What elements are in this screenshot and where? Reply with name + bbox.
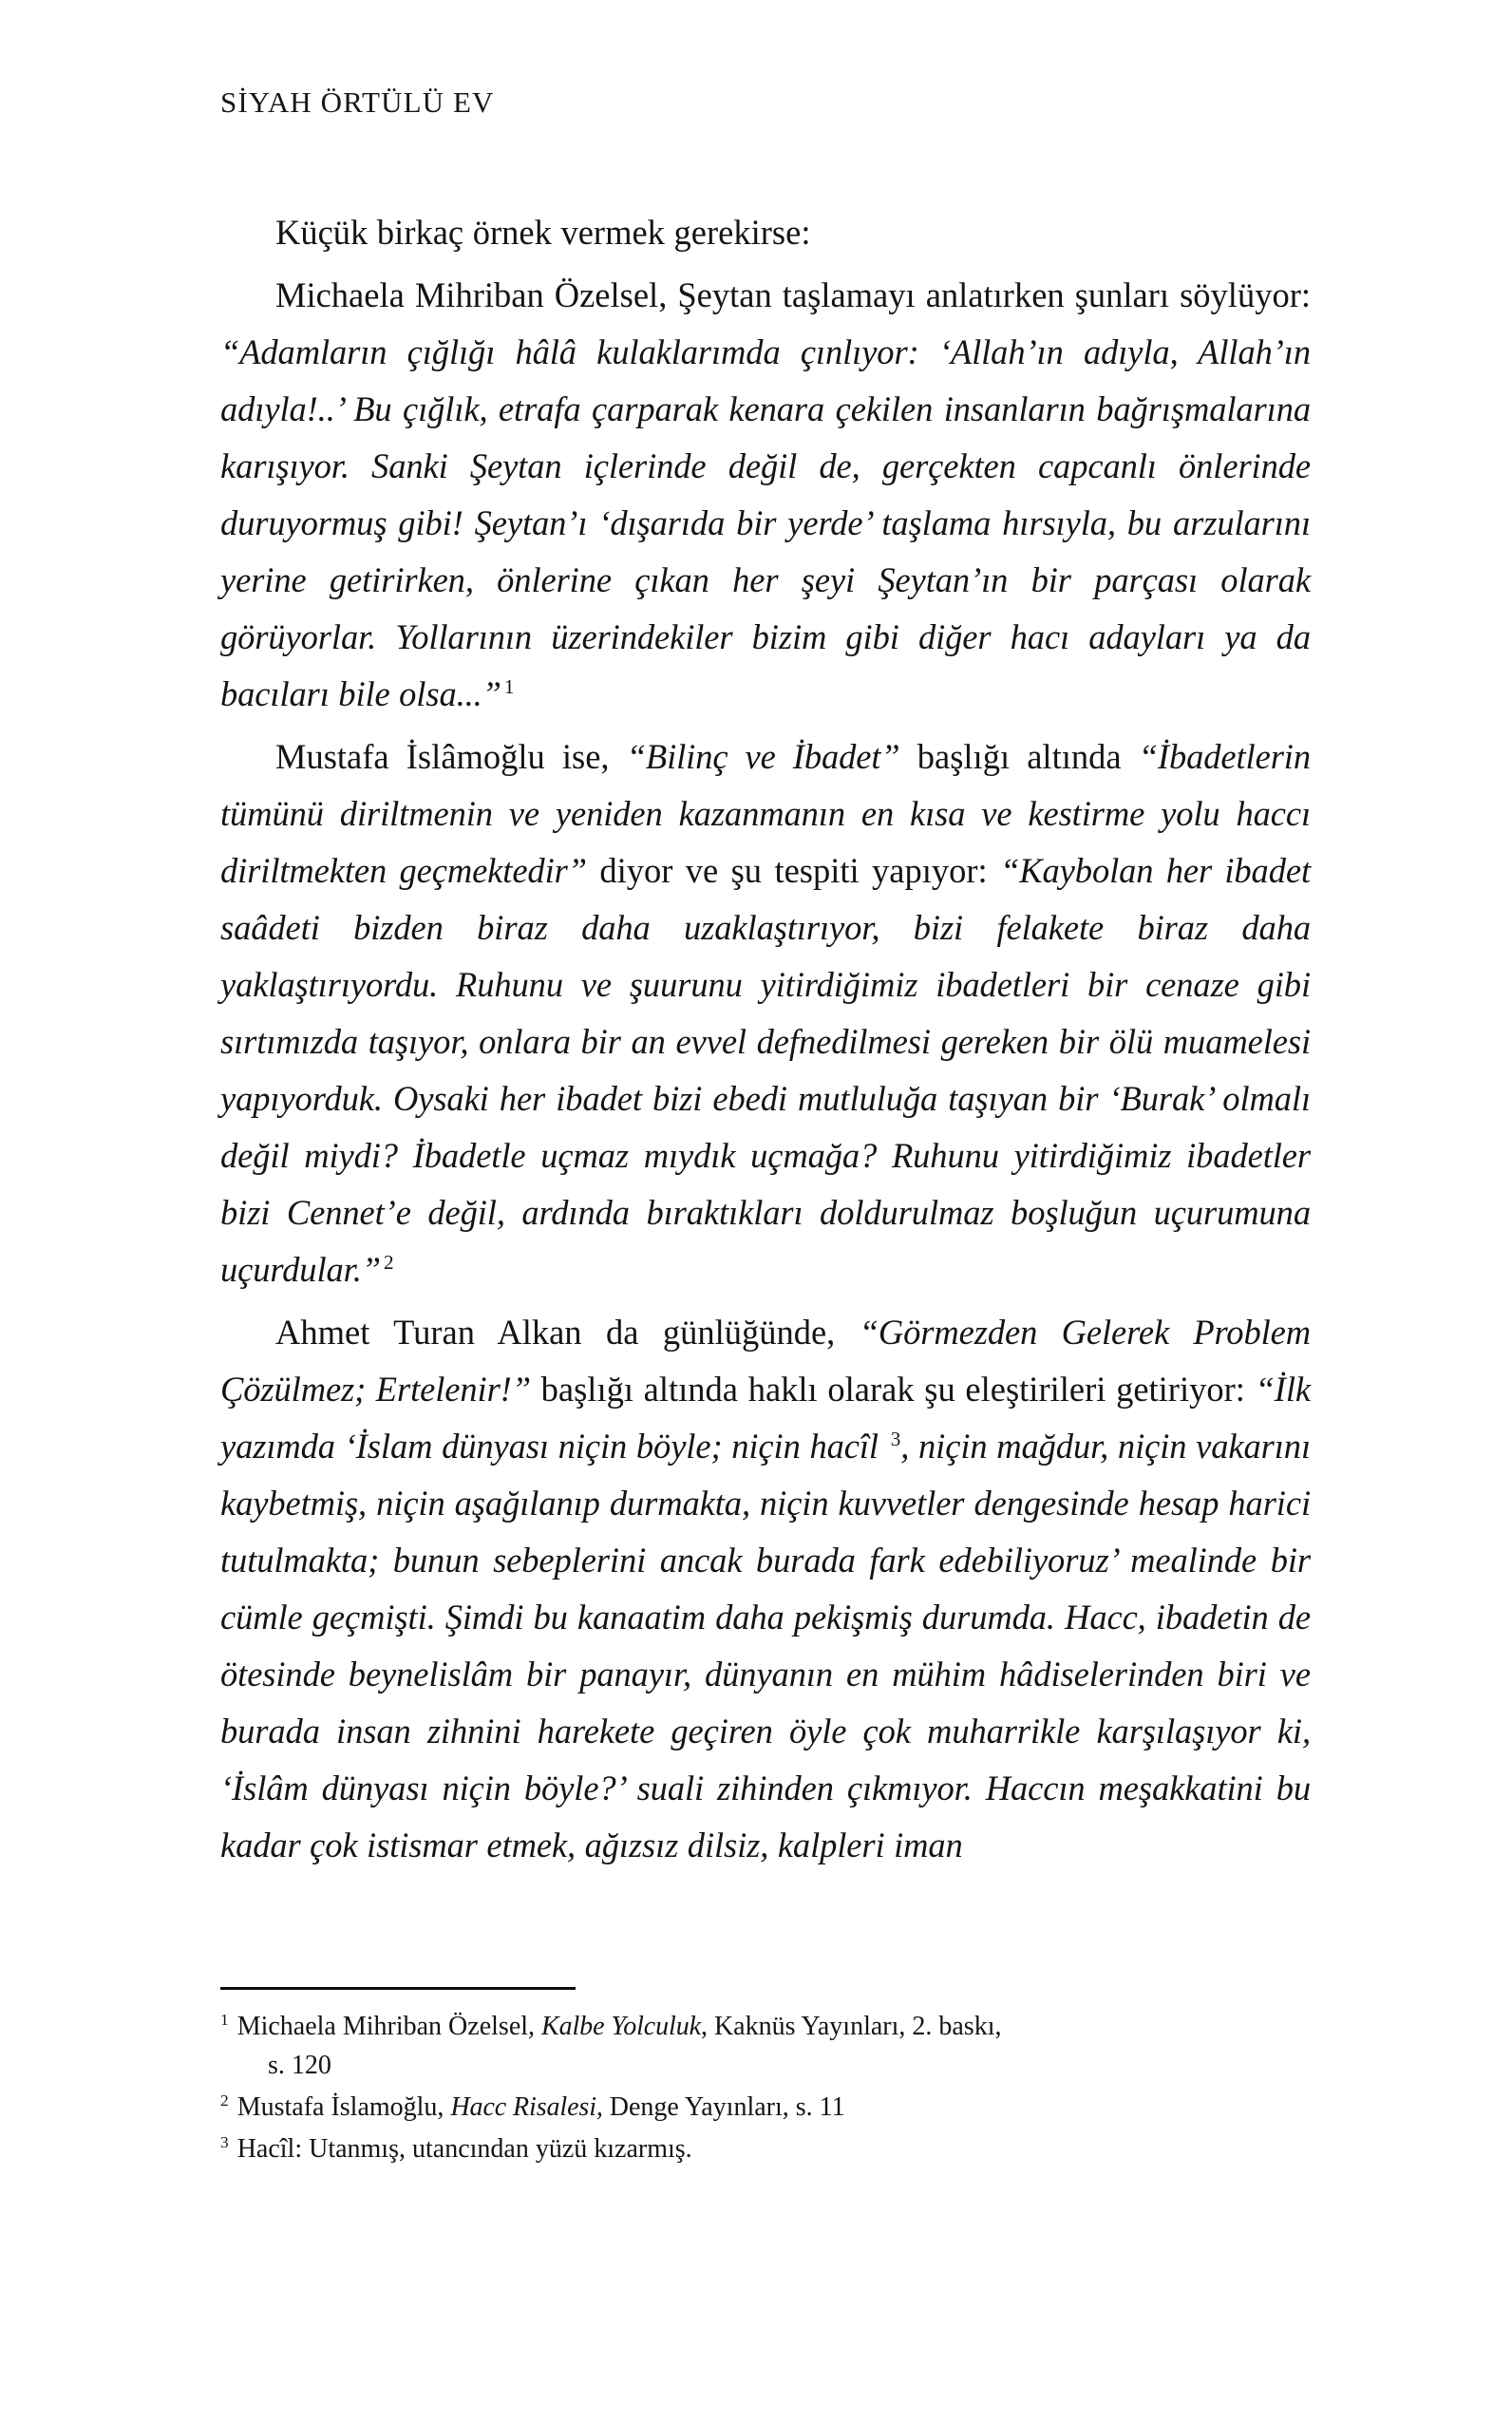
footnote-ref-3[interactable]: 3 — [890, 1427, 901, 1450]
footnote-1-text-after: , Kaknüs Yayınları, 2. baskı, — [700, 2012, 1002, 2041]
alkan-quote-part-b: , niçin mağdur, niçin vakarını kaybetmiş, niçin aşağılanıp durmakta, niçin kuvvetler dengesinde hesap harici tutulmakta; bunun sebeplerini ancak burada fark edebiliyoruz’ mealinde bir cümle geçmişti. Şimdi bu kanaatim daha pekişmiş durumda. Hacc, ibadetin de ötesinde beynelislâm bir panayır, dünyanın en mühim hâdiselerinden biri ve burada insan zihnini harekete geçiren öyle çok muharrikle karşılaşıyor ki, ‘İslâm dünyası niçin böyle?’ suali zihinden çıkmıyor. Haccın meşakkatini bu kadar çok istismar etmek, ağızsız dilsiz, kalpleri iman — [220, 1427, 1311, 1864]
paragraph-ozelsel — [220, 267, 1311, 723]
footnote-1: 1 Michaela Mihriban Özelsel, Kalbe Yolculuk, Kaknüs Yayınları, 2. baskı, s. 120 — [220, 2007, 1322, 2085]
footnote-ref-2[interactable]: 2 — [383, 1250, 394, 1274]
footnote-1-text-before: Michaela Mihriban Özelsel, — [236, 2012, 542, 2041]
alkan-connector: başlığı altında haklı olarak şu eleştirileri getiriyor: — [530, 1370, 1256, 1409]
footnote-2: 2 Mustafa İslamoğlu, Hacc Risalesi, Denge Yayınları, s. 11 — [220, 2091, 845, 2122]
footnote-2-text-before: Mustafa İslamoğlu, — [236, 2092, 451, 2122]
ozelsel-lead-text: Michaela Mihriban Özelsel, Şeytan taşlamayı anlatırken şunları söylüyor: — [275, 275, 1311, 314]
footnote-1-continuation: s. 120 — [268, 2051, 331, 2080]
alkan-quote-part-a: “İlk yazımda ‘İslam dünyası niçin böyle; niçin hacîl — [220, 1370, 1311, 1466]
footnote-area — [220, 1987, 1322, 2171]
footnote-separator-rule — [220, 1987, 576, 1990]
footnote-3: 3 Hacîl: Utanmış, utancından yüzü kızarmış. — [220, 2132, 692, 2164]
islamoglu-lead-text: Mustafa İslâmoğlu ise, — [275, 737, 627, 776]
body-text-block — [220, 204, 1311, 1880]
paragraph-alkan — [220, 1304, 1311, 1874]
footnote-2-title: Hacc Risalesi, — [450, 2092, 603, 2122]
paragraph-islamoglu — [220, 728, 1311, 1298]
footnote-3-text: Hacîl: Utanmış, utancından yüzü kızarmış. — [236, 2134, 692, 2164]
islamoglu-connector-2: diyor ve şu tespiti yapıyor: — [586, 851, 1001, 890]
paragraph-intro — [220, 204, 1311, 261]
running-header: SİYAH ÖRTÜLÜ EV — [220, 85, 495, 119]
islamoglu-quote-2: “Kaybolan her ibadet saâdeti bizden biraz daha uzaklaştırıyor, bizi felakete biraz daha yaklaştırıyordu. Ruhunu ve şuurunu yitirdiğimiz ibadetleri bir cenaze gibi sırtımızda taşıyor, onlara bir an evvel defnedilmesi gereken bir ölü muamelesi yapıyorduk. Oysaki her ibadet bizi ebedi mutluluğa taşıyan bir ‘Burak’ olmalı değil miydi? İbadetle uçmaz mıydık uçmağa? Ruhunu yitirdiğimiz ibadetler bizi Cennet’e değil, ardında bıraktıkları doldurulmaz boşluğun uçurumuna uçurdular.” — [220, 851, 1312, 1289]
footnote-2-text-after: Denge Yayınları, s. 11 — [602, 2092, 845, 2122]
paragraph-intro-text: Küçük birkaç örnek vermek gerekirse: — [275, 213, 811, 252]
alkan-heading-quote: “Görmezden Gelerek Problem Çözülmez; Ertelenir!” — [220, 1313, 1311, 1409]
islamoglu-quote-1: “İbadetlerin tümünü diriltmenin ve yeniden kazanmanın en kısa ve kestirme yolu haccı diriltmekten geçmektedir” — [220, 737, 1311, 890]
alkan-lead-text: Ahmet Turan Alkan da günlüğünde, — [275, 1313, 860, 1352]
islamoglu-connector-1: başlığı altında — [899, 737, 1139, 776]
footnote-ref-1[interactable]: 1 — [503, 674, 515, 698]
ozelsel-quote: “Adamların çığlığı hâlâ kulaklarımda çınlıyor: ‘Allah’ın adıyla, Allah’ın adıyla!..’ Bu çığlık, etrafa çarparak kenara çekilen insanların bağrışmalarına karışıyor. Sanki Şeytan içlerinde değil de, gerçekten capcanlı önlerinde duruyormuş gibi! Şeytan’ı ‘dışarıda bir yerde’ taşlama hırsıyla, bu arzularını yerine getirirken, önlerine çıkan her şeyi Şeytan’ın bir parçası olarak görüyorlar. Yollarının üzerindekiler bizim gibi diğer hacı adayları ya da bacıları bile olsa...” — [220, 332, 1311, 713]
islamoglu-heading-quote: “Bilinç ve İbadet” — [626, 737, 900, 776]
footnote-1-title: Kalbe Yolculuk — [541, 2012, 701, 2041]
